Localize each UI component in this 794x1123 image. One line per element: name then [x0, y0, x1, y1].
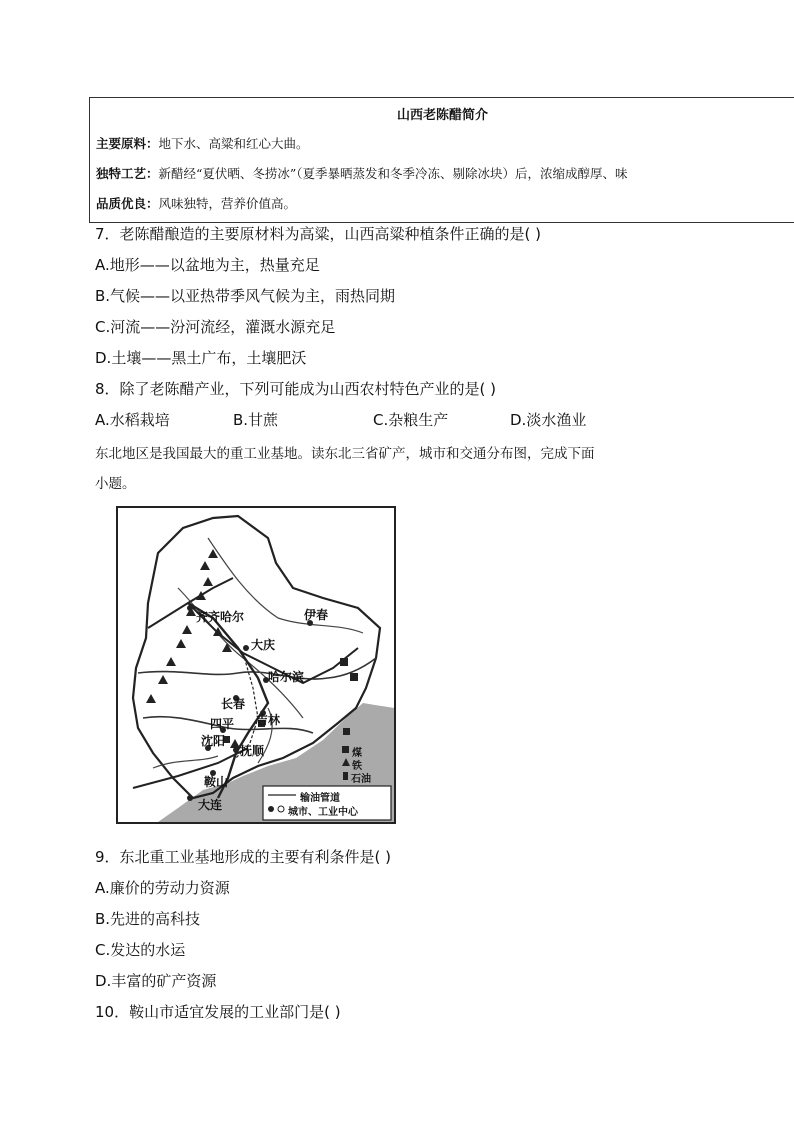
q8-option-b: B.甘蔗 — [233, 411, 279, 429]
intro-line-1: 东北地区是我国最大的重工业基地。读东北三省矿产，城市和交通分布图，完成下面 — [95, 446, 595, 462]
q7-stem: 7．老陈醋酿造的主要原材料为高粱，山西高粱种植条件正确的是( ) — [95, 225, 542, 243]
city-siping: 四平 — [210, 717, 235, 731]
q8-option-a: A.水稻栽培 — [95, 411, 170, 429]
q7-option-a: A.地形——以盆地为主，热量充足 — [95, 256, 320, 274]
legend-iron: 铁 — [352, 761, 362, 772]
info-row-materials: 主要原料：地下水、高粱和红心大曲。 — [96, 136, 309, 151]
city-fushun: 抚顺 — [240, 744, 265, 758]
city-changchun: 长春 — [221, 697, 246, 711]
legend-oil: 石油 — [351, 774, 371, 785]
city-harbin: 哈尔滨 — [268, 670, 305, 684]
northeast-map — [116, 506, 396, 824]
legend-city: 城市、工业中心 — [288, 807, 358, 818]
legend-pipeline: 输油管道 — [300, 793, 340, 804]
city-qiqihar: 齐齐哈尔 — [196, 610, 245, 624]
city-dalian: 大连 — [198, 798, 223, 812]
q8-option-c: C.杂粮生产 — [373, 411, 449, 429]
q9-option-c: C.发达的水运 — [95, 941, 186, 959]
city-daqing: 大庆 — [251, 638, 276, 652]
q7-option-d: D.土壤——黑土广布，土壤肥沃 — [95, 349, 307, 367]
city-shenyang: 沈阳 — [201, 734, 226, 748]
q8-options — [95, 409, 586, 430]
info-box-title: 山西老陈醋简介 — [396, 108, 488, 123]
info-box — [89, 97, 794, 223]
q9-option-a: A.廉价的劳动力资源 — [95, 879, 230, 897]
info-row-quality: 品质优良：风味独特，营养价值高。 — [96, 196, 297, 211]
legend-oil-symbol — [343, 772, 348, 780]
city-anshan: 鞍山 — [204, 775, 229, 789]
q9-option-b: B.先进的高科技 — [95, 910, 201, 928]
q8-option-d: D.淡水渔业 — [510, 411, 587, 429]
city-jilin: 吉林 — [256, 713, 281, 727]
q10-stem: 10．鞍山市适宜发展的工业部门是( ) — [95, 1003, 341, 1021]
intro-line-2: 小题。 — [95, 476, 136, 492]
info-row-process: 独特工艺：新醋经“夏伏晒、冬捞冰”（夏季暴晒蒸发和冬季冷冻、剔除冰块）后，浓缩成醇厚、味 — [96, 166, 628, 181]
q7-option-c: C.河流——汾河流经，灌溉水源充足 — [95, 318, 336, 336]
legend-city-symbol-2 — [278, 806, 284, 812]
q8-stem: 8．除了老陈醋产业，下列可能成为山西农村特色产业的是( ) — [95, 380, 497, 398]
legend-city-symbol-1 — [268, 806, 274, 812]
legend-coal-symbol — [342, 746, 349, 753]
legend-coal: 煤 — [352, 748, 362, 759]
q7-option-b: B.气候——以亚热带季风气候为主，雨热同期 — [95, 287, 396, 305]
q9-stem: 9．东北重工业基地形成的主要有利条件是( ) — [95, 848, 392, 866]
q9-option-d: D.丰富的矿产资源 — [95, 972, 217, 990]
city-yichun: 伊春 — [304, 608, 329, 622]
